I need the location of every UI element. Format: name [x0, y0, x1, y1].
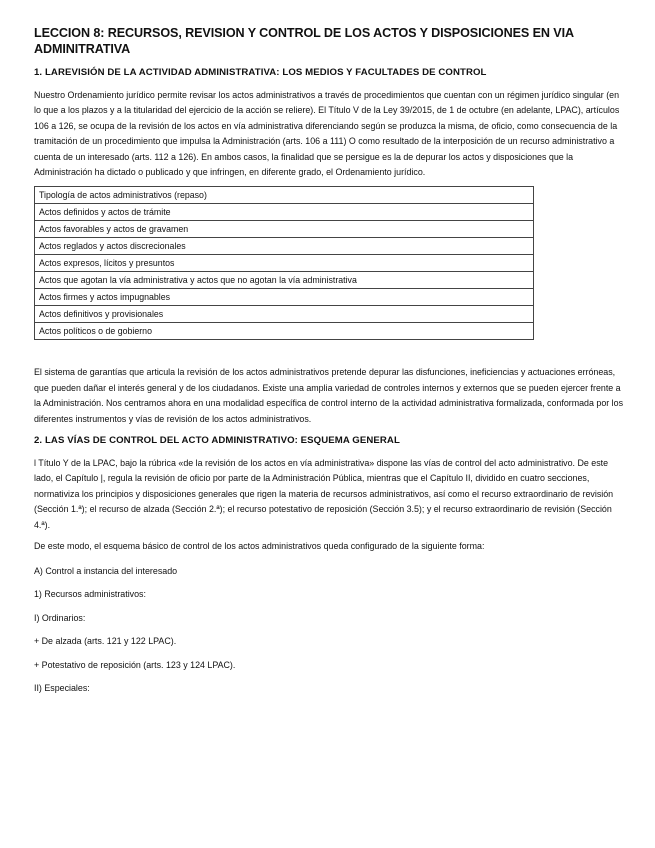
section-2-paragraph-2: De este modo, el esquema básico de control de los actos administrativos queda configurado de la siguiente forma:	[34, 541, 485, 552]
table-row	[35, 187, 534, 204]
table-row	[35, 306, 534, 323]
list-item: I) Ordinarios:	[34, 612, 86, 623]
table-header-cell: Tipología de actos administrativos (repaso)	[35, 187, 534, 204]
table-row	[35, 255, 534, 272]
table-row	[35, 204, 534, 221]
list-item: 1) Recursos administrativos:	[34, 589, 146, 599]
table-cell: Actos expresos, lícitos y presuntos	[35, 255, 534, 272]
table-cell: Actos reglados y actos discrecionales	[35, 238, 534, 255]
list-item: A) Control a instancia del interesado	[34, 565, 178, 576]
table-row	[35, 221, 534, 238]
act-typology-table	[34, 186, 534, 340]
section-1-paragraph: Nuestro Ordenamiento jurídico permite revisar los actos administrativos a través de procedimientos que cuentan con un régimen jurídico singular (en lo que a los plazos y a la titularidad del ejercicio de la acción se reliere). El Título V de la Ley 39/2015, de 1 de octubre (en adelante, LPAC), artículos 106 a 126, se ocupa de la revisión de los actos en vía administrativa diferenciando según se produzca la misma, de oficio, como consecuencia de la tramitación de un procedimiento que impulsa la Administración (arts. 106 a 111) O como resultado de la interposición de un recurso administrativo a cuenta de un interesado (arts. 112 a 126). En ambos casos, la finalidad que se persigue es la de depurar los actos y disposiciones que la Administración ha dictado o publicado y que infringen, en diferente grado, el Ordenamiento jurídico.	[34, 90, 620, 178]
list-item: + De alzada (arts. 121 y 122 LPAC).	[34, 636, 177, 646]
section-1-heading: 1. LAREVISIÓN DE LA ACTIVIDAD ADMINISTRATIVA: LOS MEDIOS Y FACULTADES DE CONTROL	[34, 67, 487, 78]
section-2-paragraph: l Título Y de la LPAC, bajo la rúbrica «de la revisión de los actos en vía administrativa» dispone las vías de control del acto administrativo. De este lado, el Capítulo |, regula la revisión de oficio por parte de la Administración Pública, mientras que el Capítulo II, dividido en cuatro secciones, normativiza los principios y disposiciones generales que rigen la materia de recursos administrativos, así como el recurso extraordinario de revisión (Sección 1.ª); el recurso de alzada (Sección 2.ª); el recurso potestativo de reposición (Sección 3.5); y el recurso extraordinario de revisión (Sección 4.ª).	[34, 458, 614, 530]
list-item: II) Especiales:	[34, 683, 90, 693]
table-cell: Actos firmes y actos impugnables	[35, 289, 534, 306]
section-2-heading: 2. LAS VÍAS DE CONTROL DEL ACTO ADMINISTRATIVO: ESQUEMA GENERAL	[34, 435, 400, 447]
section-1-paragraph-2: El sistema de garantías que articula la revisión de los actos administrativos pretende depurar las disfunciones, ineficiencias y actuaciones erróneas, que pueden dañar el interés general y de los ciudadanos. Existe una amplia variedad de controles internos y externos que se pueden ejercer frente a la Administración. Nos centramos ahora en una modalidad específica de control interno de la actividad administrativa formalizada, conformada por los diferentes instrumentos y vías de revisión de los actos administrativos.	[34, 367, 624, 424]
table-cell: Actos definidos y actos de trámite	[35, 204, 534, 221]
table-cell: Actos definitivos y provisionales	[35, 306, 534, 323]
table-row	[35, 238, 534, 255]
document-title: LECCION 8: RECURSOS, REVISION Y CONTROL DE LOS ACTOS Y DISPOSICIONES EN VIA ADMINITRATIVA	[34, 26, 574, 56]
spacer	[34, 340, 625, 365]
list-item: + Potestativo de reposición (arts. 123 y 124 LPAC).	[34, 659, 236, 670]
table-cell: Actos favorables y actos de gravamen	[35, 221, 534, 238]
table-cell: Actos que agotan la vía administrativa y actos que no agotan la vía administrativa	[35, 272, 534, 289]
table-row	[35, 272, 534, 289]
table-row	[35, 289, 534, 306]
table-cell: Actos políticos o de gobierno	[35, 323, 534, 340]
table-row	[35, 323, 534, 340]
